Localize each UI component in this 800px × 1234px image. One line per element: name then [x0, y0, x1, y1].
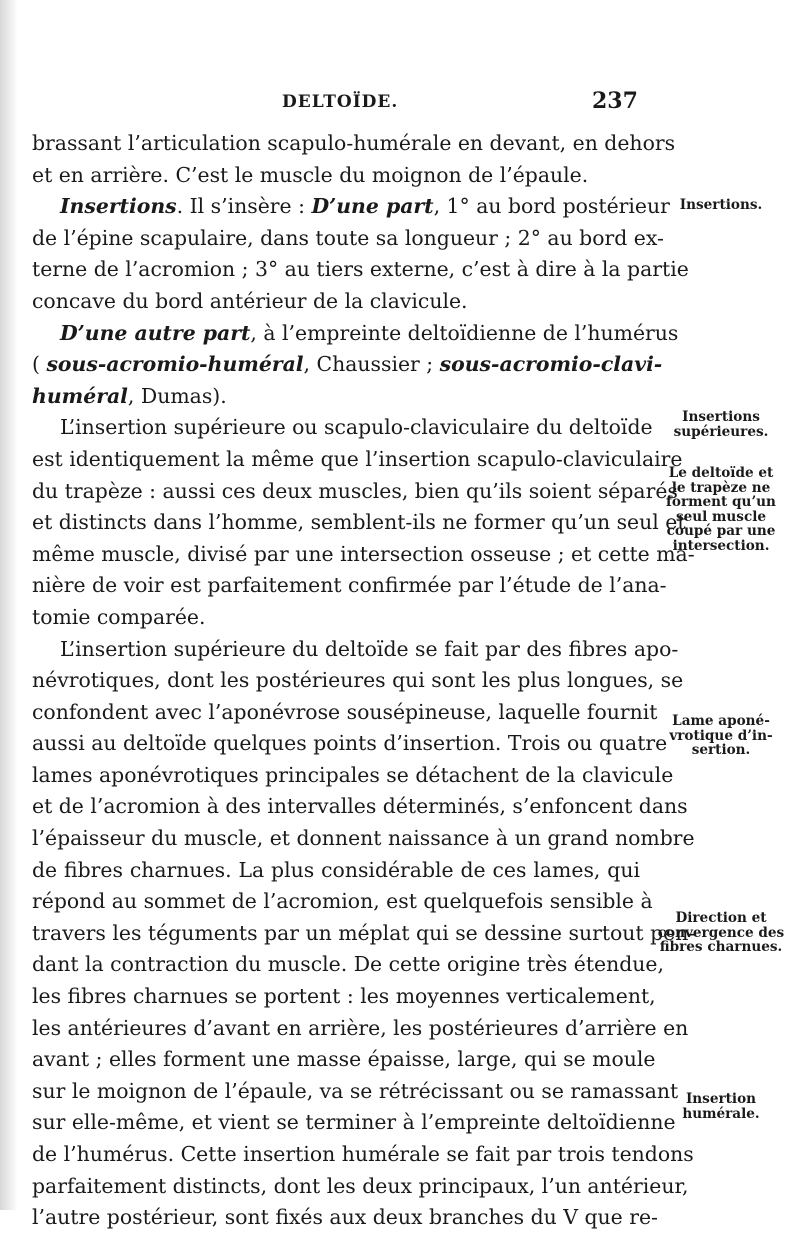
text-line — [32, 349, 663, 381]
margin-note-line: Lame aponé- — [672, 713, 770, 729]
text-line — [32, 381, 640, 413]
text-line: brassant l’articulation scapulo-humérale en devant, en dehors — [32, 131, 676, 155]
text-line: les antérieures d’avant en arrière, les postérieures d’arrière en — [32, 1015, 689, 1040]
text-line: confondent avec l’aponévrose sousépineuse, laquelle fournit — [32, 699, 658, 724]
margin-note-line: Insertions. — [679, 197, 763, 213]
emphasized-text: Insertions — [60, 194, 177, 219]
text-line: travers les téguments par un méplat qui se dessine surtout pen- — [32, 920, 696, 945]
margin-note-line: forment qu’un — [666, 494, 776, 510]
margin-note-line: sertion. — [691, 742, 751, 758]
text-line: l’épaisseur du muscle, et donnent naissance à un grand nombre — [32, 826, 695, 851]
margin-note-direction-fibres — [650, 911, 792, 955]
emphasized-text: sous-acromio-clavi- — [439, 352, 663, 377]
text-line: lames aponévrotiques principales se détachent de la clavicule — [32, 762, 674, 787]
margin-note-line: Le deltoïde et — [668, 465, 774, 481]
text-line: et de l’acromion à des intervalles déterminés, s’enfoncent dans — [32, 794, 688, 819]
text-line: concave du bord antérieur de la clavicule. — [32, 288, 468, 313]
margin-note-line: Insertion — [685, 1091, 757, 1107]
text-line: névrotiques, dont les postérieures qui sont les plus longues, se — [32, 668, 684, 693]
margin-note-line: Direction et — [675, 910, 767, 926]
text-line: avant ; elles forment une masse épaisse, large, qui se moule — [32, 1047, 656, 1072]
margin-note-insertions-superieures — [650, 410, 792, 439]
margin-note-line: convergence des — [657, 924, 785, 941]
text-line: et distincts dans l’homme, semblent-ils ne former qu’un seul et — [32, 510, 686, 535]
text-line: aussi au deltoïde quelques points d’insertion. Trois ou quatre — [32, 731, 668, 756]
text-line: sur elle-même, et vient se terminer à l’empreinte deltoïdienne — [32, 1110, 676, 1135]
text-line: tomie comparée. — [32, 604, 206, 629]
margin-note-line: fibres charnues. — [659, 939, 783, 955]
margin-note-line: Insertions — [682, 409, 760, 425]
margin-note-insertion-humerale — [650, 1092, 792, 1121]
text-line — [32, 191, 670, 223]
text-segment: , à l’empreinte deltoïdienne de l’humérus — [250, 320, 679, 345]
margin-note-lame-aponevrotique — [650, 714, 792, 758]
page-gutter-shadow — [0, 0, 18, 1210]
page-number: 237 — [592, 88, 638, 114]
text-line: nière de voir est parfaitement confirmée par l’étude de l’ana- — [32, 573, 667, 598]
margin-note-line: seul muscle — [675, 508, 767, 525]
text-line: est identiquement la même que l’insertion scapulo-claviculaire — [32, 446, 683, 471]
text-segment: , 1° au bord postérieur — [433, 194, 670, 219]
text-line: terne de l’acromion ; 3° au tiers externe, c’est à dire à la partie — [32, 257, 689, 282]
text-line: l’autre postérieur, sont fixés aux deux branches du V que re- — [32, 1205, 658, 1230]
text-line — [32, 318, 679, 350]
margin-note-line: intersection. — [672, 537, 770, 554]
main-text-column — [32, 128, 696, 1234]
emphasized-text: sous-acromio-huméral — [46, 352, 304, 377]
text-line: et en arrière. C’est le muscle du moignon de l’épaule. — [32, 162, 589, 187]
emphasized-text: D’une part — [311, 194, 434, 219]
text-line: parfaitement distincts, dont les deux principaux, l’un antérieur, — [32, 1173, 689, 1198]
margin-note-insertions — [650, 198, 792, 213]
text-line: de fibres charnues. La plus considérable de ces lames, qui — [32, 857, 640, 882]
text-line: même muscle, divisé par une intersection osseuse ; et cette ma- — [32, 541, 695, 566]
text-line: dant la contraction du muscle. De cette origine très étendue, — [32, 952, 664, 977]
text-line: L’insertion supérieure ou scapulo-claviculaire du deltoïde — [60, 415, 653, 440]
text-segment: , Chaussier ; — [303, 352, 440, 377]
margin-note-deltoide-trapeze — [650, 466, 792, 553]
emphasized-text: huméral — [32, 383, 128, 408]
running-title: DELTOÏDE. — [282, 92, 399, 112]
margin-note-line: supérieures. — [673, 423, 769, 440]
text-line: L’insertion supérieure du deltoïde se fait par des fibres apo- — [60, 636, 679, 661]
margin-note-line: le trapèze ne — [671, 479, 771, 496]
text-line: du trapèze : aussi ces deux muscles, bien qu’ils soient séparés — [32, 478, 678, 503]
text-line: répond au sommet de l’acromion, est quelquefois sensible à — [32, 889, 653, 914]
text-line: de l’humérus. Cette insertion humérale se fait par trois tendons — [32, 1142, 694, 1166]
text-segment: ( — [32, 352, 47, 377]
margin-note-line: vrotique d’in- — [669, 727, 773, 744]
margin-note-line: humérale. — [682, 1105, 760, 1122]
text-segment: . Il s’insère : — [176, 194, 312, 219]
emphasized-text: D’une autre part — [60, 320, 251, 345]
margin-note-line: coupé par une — [666, 523, 776, 539]
text-line: de l’épine scapulaire, dans toute sa longueur ; 2° au bord ex- — [32, 225, 664, 250]
text-line: les fibres charnues se portent : les moyennes verticalement, — [32, 984, 656, 1009]
text-segment: , Dumas). — [127, 383, 227, 408]
text-line: sur le moignon de l’épaule, va se rétrécissant ou se ramassant — [32, 1078, 679, 1103]
